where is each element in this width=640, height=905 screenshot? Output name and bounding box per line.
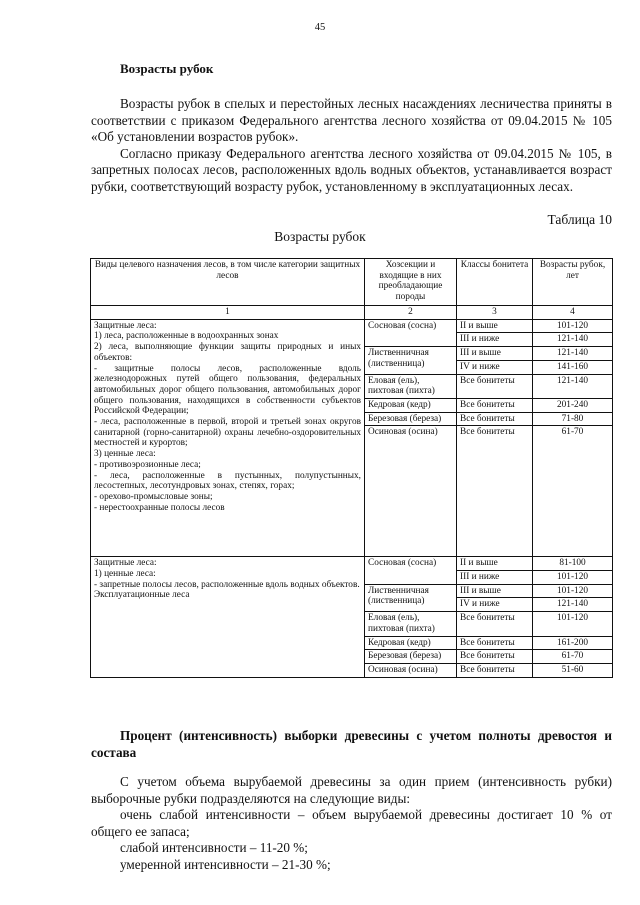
intensity-item: умеренной интенсивности – 21-30 %; xyxy=(120,856,331,872)
header-cell: Виды целевого назначения лесов, в том числе категории защитных лесов xyxy=(91,259,365,306)
bonitet-cell: IV и ниже xyxy=(457,598,533,612)
category-line: - защитные полосы лесов, расположенные вдоль железнодорожных путей общего пользования, федеральных автомобильных дорог общего пользования, автомобильных дорог общего пользования, находящихся в собственности субъектов Российской Федерации; xyxy=(94,363,361,417)
category-line: 1) ценные леса: xyxy=(94,569,156,580)
age-cell: 101-120 xyxy=(533,571,613,585)
page-number: 45 xyxy=(314,22,326,33)
column-number: 3 xyxy=(457,306,533,320)
age-cell: 121-140 xyxy=(533,347,613,361)
category-line: 1) леса, расположенные в водоохранных зонах xyxy=(94,331,279,342)
species-cell: Осиновая (осина) xyxy=(365,426,457,557)
bonitet-cell: IV и ниже xyxy=(457,360,533,374)
bonitet-cell: III и выше xyxy=(457,347,533,361)
age-cell: 61-70 xyxy=(533,426,613,557)
section1-heading: Возрасты рубок xyxy=(120,61,214,76)
bonitet-cell: Все бонитеты xyxy=(457,636,533,650)
section1 xyxy=(91,61,612,77)
table-number: Таблица 10 xyxy=(547,212,612,227)
category-line: 3) ценные леса: xyxy=(94,449,156,460)
category-line: - нерестоохранные полосы лесов xyxy=(94,502,225,513)
bonitet-cell: III и выше xyxy=(457,584,533,598)
age-cell: 51-60 xyxy=(533,663,613,677)
age-cell: 161-200 xyxy=(533,636,613,650)
category-line: 2) леса, выполняющие функции защиты природных и иных объектов: xyxy=(94,342,361,363)
species-cell: Лиственничная (лиственница) xyxy=(365,347,457,374)
header-cell: Хозсекции и входящие в них преобладающие породы xyxy=(365,259,457,306)
bonitet-cell: II и выше xyxy=(457,557,533,571)
category-line: - орехово-промысловые зоны; xyxy=(94,491,213,502)
column-number: 2 xyxy=(365,306,457,320)
age-cell: 141-160 xyxy=(533,360,613,374)
age-cell: 201-240 xyxy=(533,398,613,412)
header-cell: Классы бонитета xyxy=(457,259,533,306)
category-line: - леса, расположенные в пустынных, полупустынных, лесостепных, лесотундровых зонах, степях, горах; xyxy=(94,470,361,492)
table-row xyxy=(91,319,613,333)
section2 xyxy=(91,728,612,873)
section1-body xyxy=(91,96,612,195)
age-cell: 61-70 xyxy=(533,650,613,664)
age-cell: 101-120 xyxy=(533,319,613,333)
cutting-age-table xyxy=(90,258,613,678)
species-cell: Кедровая (кедр) xyxy=(365,636,457,650)
category-line: - противоэрозионные леса; xyxy=(94,459,201,470)
category-cell-group1 xyxy=(91,319,365,557)
category-line: Эксплуатационные леса xyxy=(94,590,190,601)
category-line: Защитные леса: xyxy=(94,320,157,331)
column-number: 1 xyxy=(91,306,365,320)
category-line: Защитные леса: xyxy=(94,558,157,569)
bonitet-cell: Все бонитеты xyxy=(457,398,533,412)
species-cell: Березовая (береза) xyxy=(365,412,457,426)
age-cell: 81-100 xyxy=(533,557,613,571)
category-line: - запретные полосы лесов, расположенные вдоль водных объектов. xyxy=(94,579,360,590)
bonitet-cell: Все бонитеты xyxy=(457,374,533,398)
species-cell: Осиновая (осина) xyxy=(365,663,457,677)
bonitet-cell: III и ниже xyxy=(457,571,533,585)
species-cell: Сосновая (сосна) xyxy=(365,557,457,584)
section2-intro: С учетом объема вырубаемой древесины за один прием (интенсивность рубки) выборочные рубки подразделяются на следующие виды: xyxy=(91,774,612,806)
column-number-row xyxy=(91,306,613,320)
age-cell: 121-140 xyxy=(533,598,613,612)
bonitet-cell: III и ниже xyxy=(457,333,533,347)
header-cell: Возрасты рубок, лет xyxy=(533,259,613,306)
category-line: - леса, расположенные в первой, второй и третьей зонах округов санитарной (горно-санитарной) охраны лечебно-оздоровительных местностей и курортов; xyxy=(94,417,361,449)
bonitet-cell: Все бонитеты xyxy=(457,650,533,664)
species-cell: Еловая (ель), пихтовая (пихта) xyxy=(365,612,457,636)
bonitet-cell: Все бонитеты xyxy=(457,663,533,677)
intensity-item: очень слабой интенсивности – объем вырубаемой древесины достигает 10 % от общего ее запаса; xyxy=(91,807,612,839)
species-cell: Кедровая (кедр) xyxy=(365,398,457,412)
species-cell: Сосновая (сосна) xyxy=(365,319,457,346)
table-row xyxy=(91,557,613,571)
intensity-item: слабой интенсивности – 11-20 %; xyxy=(120,840,308,855)
bonitet-cell: Все бонитеты xyxy=(457,412,533,426)
category-cell-group2 xyxy=(91,557,365,677)
species-cell: Лиственничная (лиственница) xyxy=(365,584,457,611)
age-cell: 71-80 xyxy=(533,412,613,426)
column-number: 4 xyxy=(533,306,613,320)
bonitet-cell: Все бонитеты xyxy=(457,426,533,557)
table-header-row xyxy=(91,259,613,306)
age-cell: 121-140 xyxy=(533,374,613,398)
bonitet-cell: II и выше xyxy=(457,319,533,333)
age-cell: 121-140 xyxy=(533,333,613,347)
section1-paragraph-2: Согласно приказу Федерального агентства лесного хозяйства от 09.04.2015 № 105, в запретных полосах лесов, расположенных вдоль водных объектов, устанавливается возраст рубки, соответствующий возрасту рубок, установленному в эксплуатационных лесах. xyxy=(91,145,612,194)
table-title: Возрасты рубок xyxy=(274,229,366,244)
species-cell: Березовая (береза) xyxy=(365,650,457,664)
species-cell: Еловая (ель), пихтовая (пихта) xyxy=(365,374,457,398)
section1-paragraph-1: Возрасты рубок в спелых и перестойных лесных насаждениях лесничества приняты в соответствии с приказом Федерального агентства лесного хозяйства от 09.04.2015 № 105 «Об установлении возрастов рубок». xyxy=(91,96,612,144)
age-cell: 101-120 xyxy=(533,612,613,636)
bonitet-cell: Все бонитеты xyxy=(457,612,533,636)
age-cell: 101-120 xyxy=(533,584,613,598)
section2-heading: Процент (интенсивность) выборки древесины с учетом полноты древостоя и состава xyxy=(91,728,612,760)
